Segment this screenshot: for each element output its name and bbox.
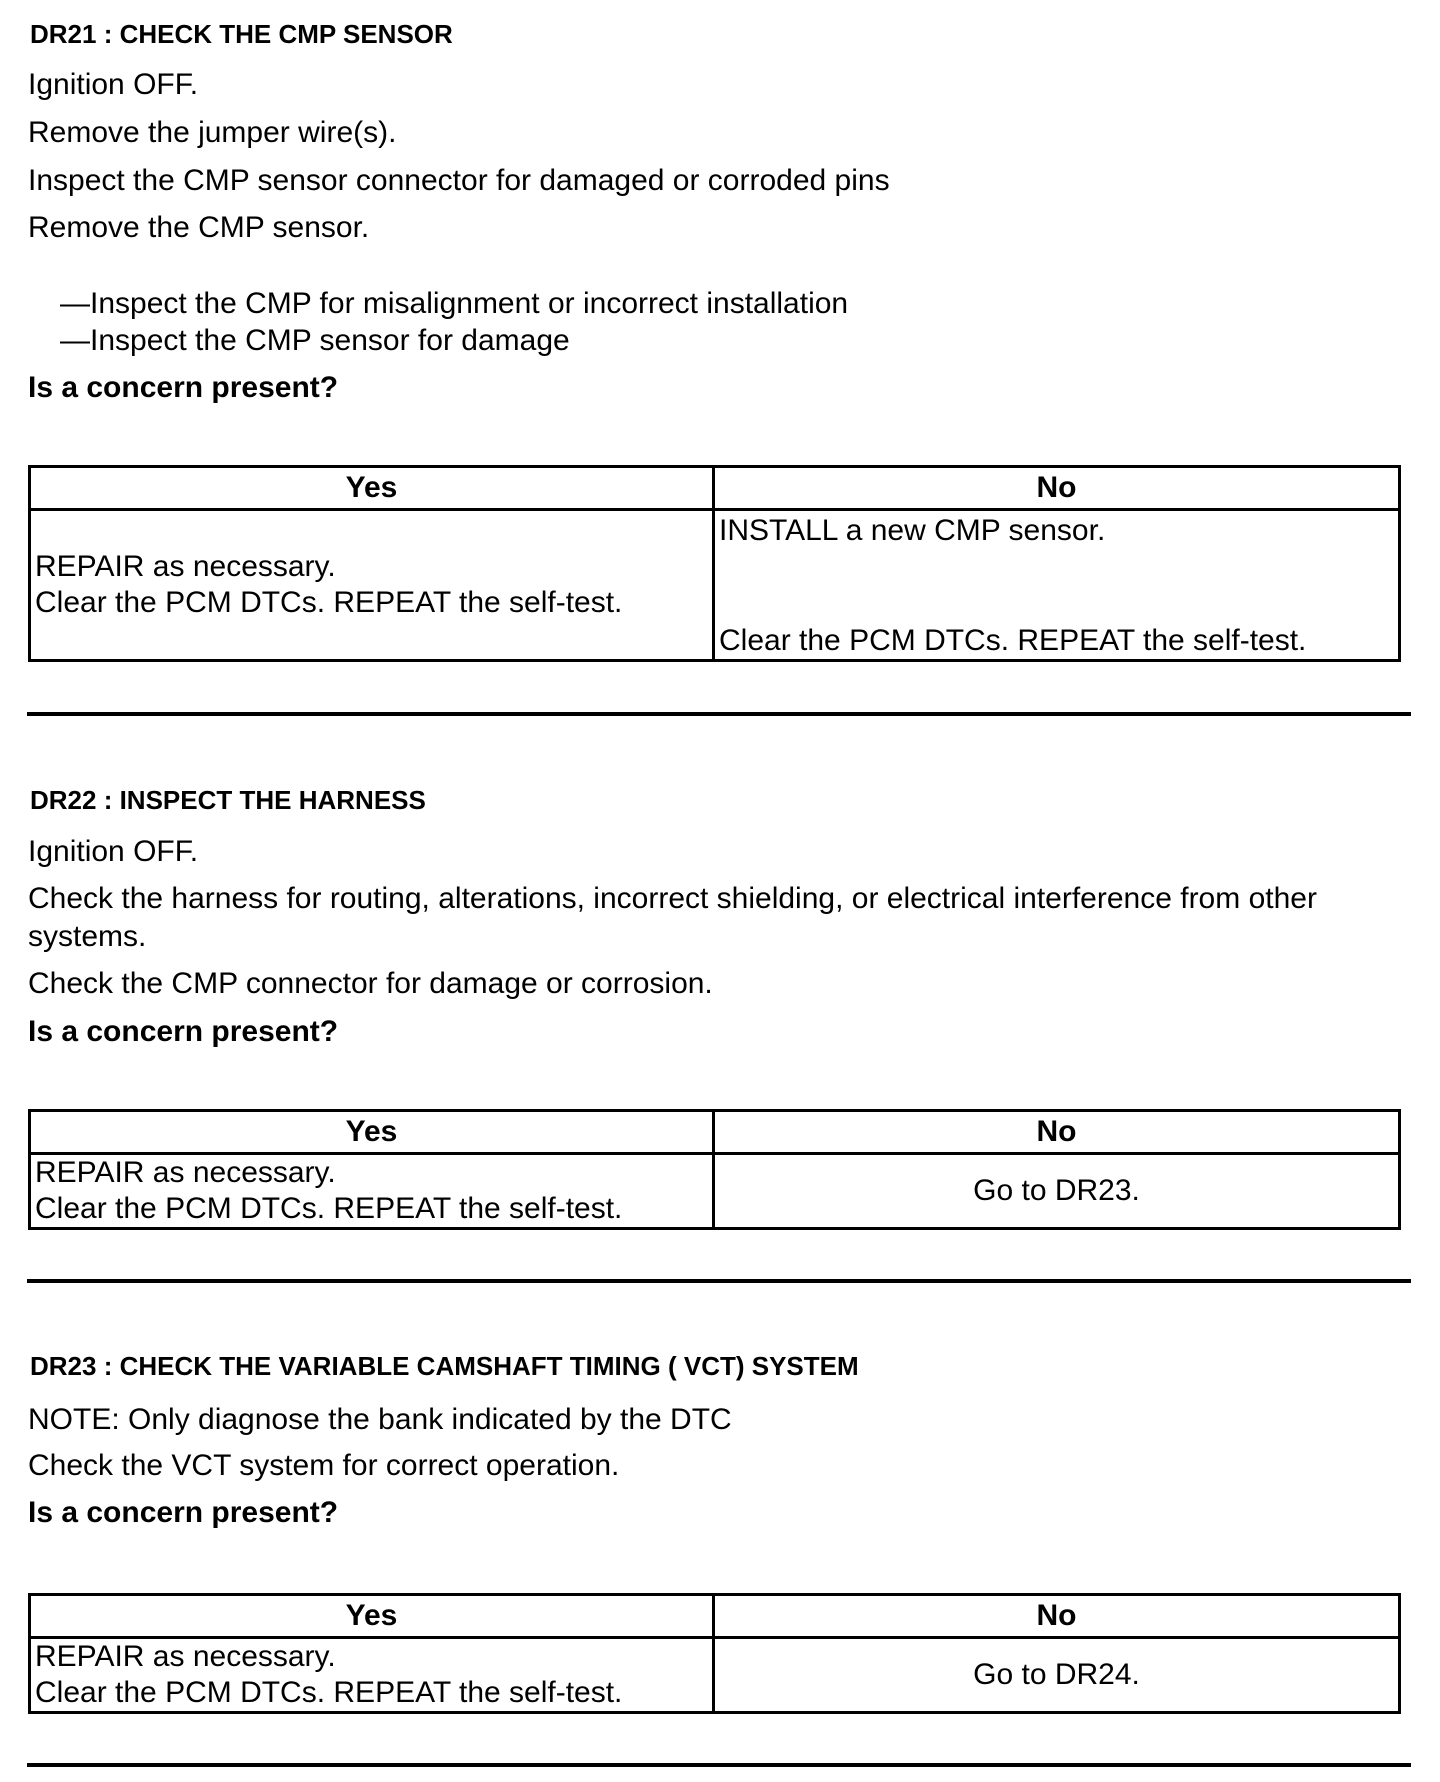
section-divider — [27, 1763, 1411, 1767]
yes-cell-line: Clear the PCM DTCs. REPEAT the self-test. — [35, 586, 623, 619]
step-line: Ignition OFF. — [28, 835, 199, 868]
section-heading: DR23 : CHECK THE VARIABLE CAMSHAFT TIMING ( VCT) SYSTEM — [30, 1351, 859, 1381]
table-header-row — [30, 1595, 1400, 1638]
table-row — [30, 1154, 1400, 1229]
section-heading: DR22 : INSPECT THE HARNESS — [30, 785, 426, 815]
table-header-row — [30, 1111, 1400, 1154]
step-line: Remove the jumper wire(s). — [28, 116, 397, 149]
no-cell-line: INSTALL a new CMP sensor. — [719, 514, 1106, 547]
decision-table — [28, 465, 1401, 662]
yes-cell-line: REPAIR as necessary. — [35, 550, 336, 583]
section-divider — [27, 712, 1411, 716]
no-cell — [714, 510, 1400, 661]
section-heading: DR21 : CHECK THE CMP SENSOR — [30, 19, 453, 49]
decision-table — [28, 1593, 1401, 1714]
yes-cell-line: Clear the PCM DTCs. REPEAT the self-test. — [35, 1676, 623, 1709]
table-row — [30, 1638, 1400, 1713]
bullet-line: —Inspect the CMP sensor for damage — [60, 324, 570, 357]
step-line: Check the harness for routing, alterations, incorrect shielding, or electrical interference from other systems. — [28, 882, 1317, 953]
no-cell-line: Clear the PCM DTCs. REPEAT the self-test. — [719, 624, 1307, 657]
table-row — [30, 510, 1400, 661]
yes-cell — [30, 510, 714, 661]
yes-header: Yes — [30, 1111, 714, 1154]
yes-cell — [30, 1638, 714, 1713]
step-line: Check the CMP connector for damage or corrosion. — [28, 967, 713, 1000]
step-line: Ignition OFF. — [28, 68, 199, 101]
no-header: No — [714, 1595, 1400, 1638]
no-cell: Go to DR23. — [714, 1154, 1400, 1229]
decision-table — [28, 1109, 1401, 1230]
step-line: Check the VCT system for correct operation. — [28, 1449, 620, 1482]
yes-cell-line: Clear the PCM DTCs. REPEAT the self-test. — [35, 1192, 623, 1225]
no-header: No — [714, 467, 1400, 510]
yes-cell-line: REPAIR as necessary. — [35, 1640, 336, 1673]
step-line: Remove the CMP sensor. — [28, 211, 370, 244]
concern-question: Is a concern present? — [28, 371, 339, 404]
yes-header: Yes — [30, 1595, 714, 1638]
yes-cell — [30, 1154, 714, 1229]
step-line: Inspect the CMP sensor connector for damaged or corroded pins — [28, 164, 890, 197]
section-divider — [27, 1279, 1411, 1283]
bullet-line: —Inspect the CMP for misalignment or incorrect installation — [60, 287, 849, 320]
step-line: NOTE: Only diagnose the bank indicated by the DTC — [28, 1403, 732, 1436]
concern-question: Is a concern present? — [28, 1496, 339, 1529]
no-header: No — [714, 1111, 1400, 1154]
concern-question: Is a concern present? — [28, 1015, 339, 1048]
no-cell: Go to DR24. — [714, 1638, 1400, 1713]
yes-cell-line: REPAIR as necessary. — [35, 1156, 336, 1189]
table-header-row — [30, 467, 1400, 510]
yes-header: Yes — [30, 467, 714, 510]
